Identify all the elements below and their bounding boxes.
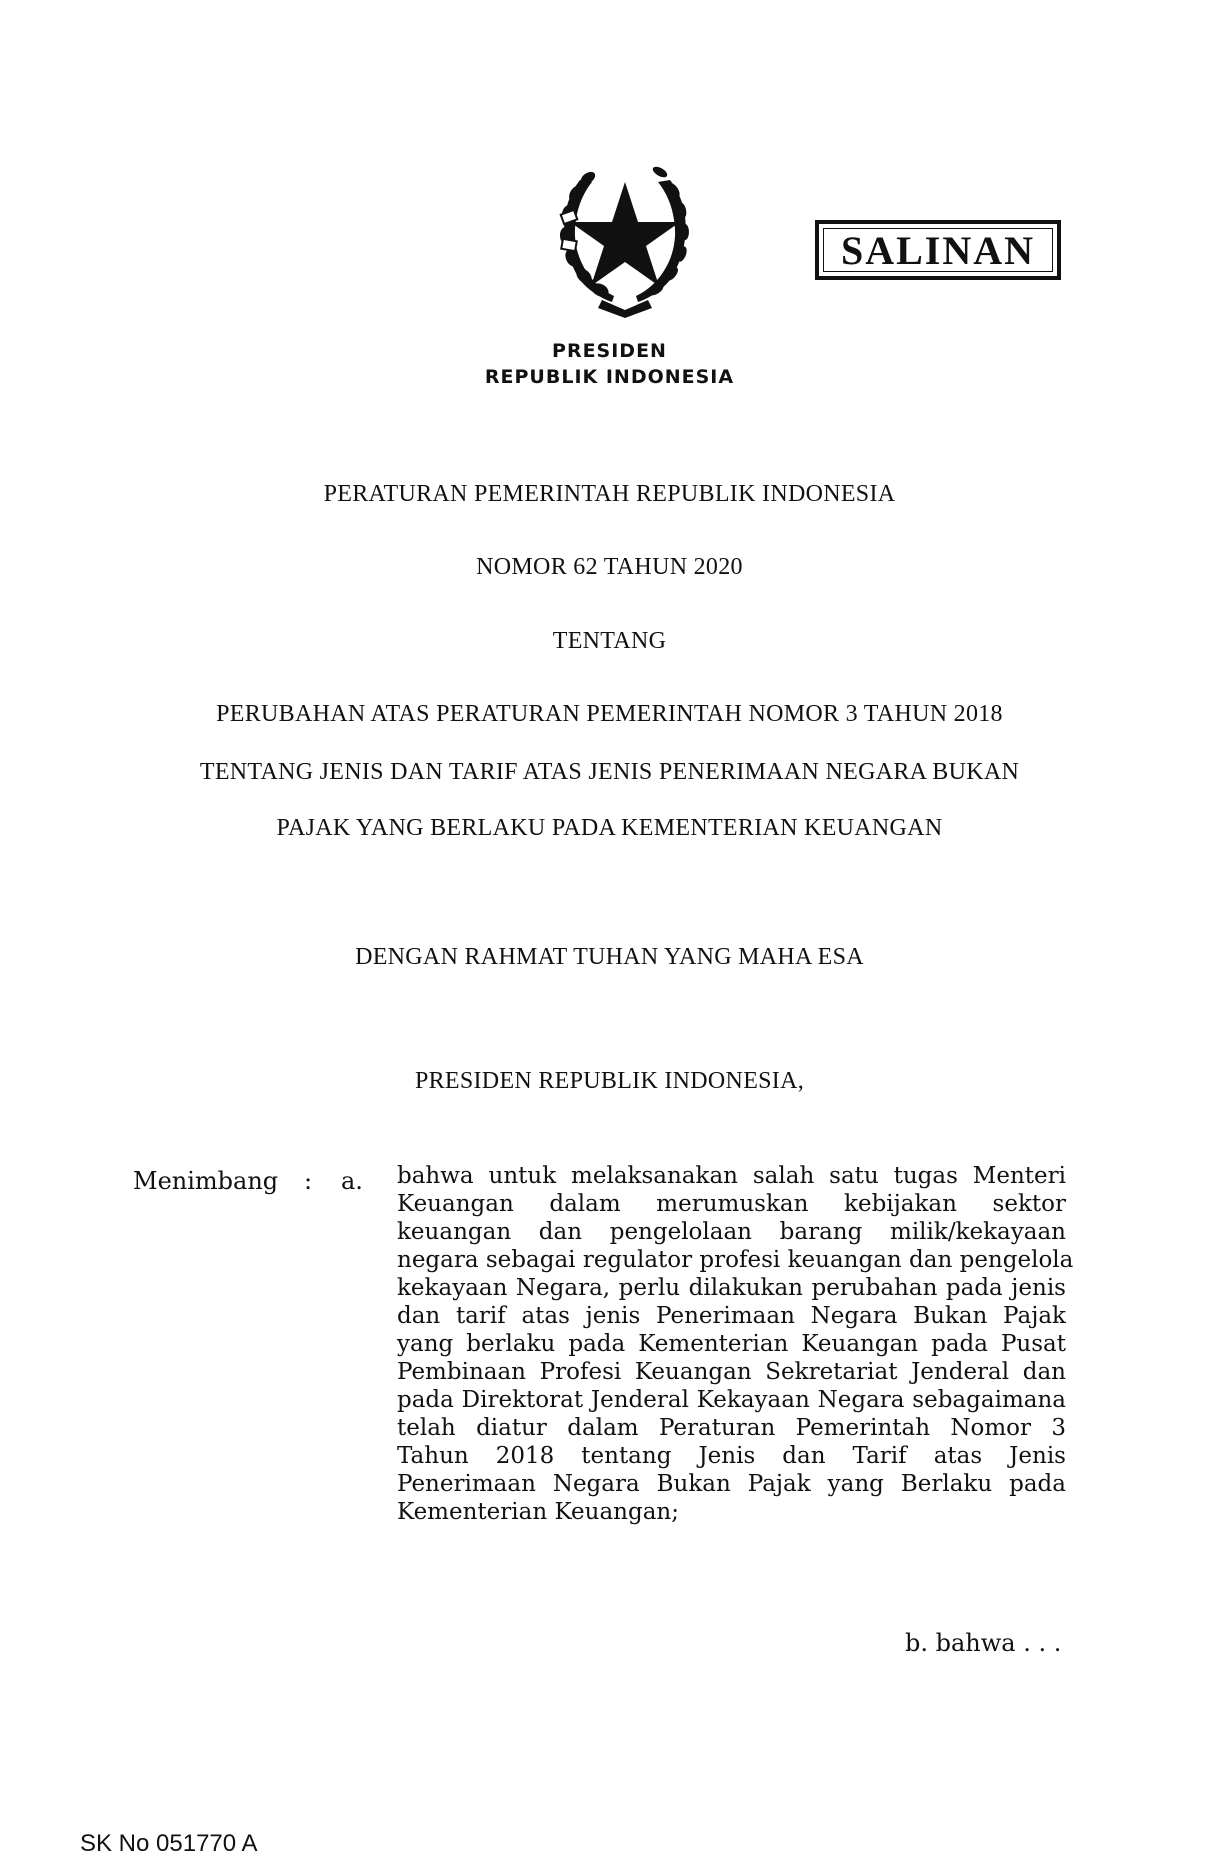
considering-text-line: pada Direktorat Jenderal Kekayaan Negara sebagaimana (397, 1387, 1066, 1413)
considering-text-line: Pembinaan Profesi Keuangan Sekretariat Jenderal dan (397, 1359, 1066, 1385)
considering-text-line: Kementerian Keuangan; (397, 1499, 679, 1525)
considering-item-text (397, 1162, 1074, 1526)
salinan-stamp-text: SALINAN (840, 227, 1036, 273)
considering-text-line: kekayaan Negara, perlu dilakukan perubahan pada jenis (397, 1275, 1066, 1301)
considering-text-line: keuangan dan pengelolaan barang milik/kekayaan (397, 1219, 1066, 1245)
considering-text-line: bahwa untuk melaksanakan salah satu tugas Menteri (397, 1163, 1066, 1189)
regulation-subject-line3: PAJAK YANG BERLAKU PADA KEMENTERIAN KEUANGAN (276, 815, 943, 841)
considering-text-line: Keuangan dalam merumuskan kebijakan sektor (397, 1191, 1066, 1217)
considering-label: Menimbang (133, 1167, 279, 1195)
considering-text-line: yang berlaku pada Kementerian Keuangan pada Pusat (397, 1331, 1066, 1357)
blessing-line: DENGAN RAHMAT TUHAN YANG MAHA ESA (355, 944, 864, 970)
considering-text-line: dan tarif atas jenis Penerimaan Negara Bukan Pajak (397, 1303, 1066, 1329)
salinan-stamp (815, 220, 1061, 280)
regulation-about-label: TENTANG (552, 628, 667, 654)
presidential-star-emblem-icon (540, 150, 710, 320)
regulation-number: NOMOR 62 TAHUN 2020 (476, 554, 743, 580)
page-continuation-marker: b. bahwa . . . (905, 1629, 1062, 1657)
emblem-caption-line1: PRESIDEN (552, 340, 667, 362)
considering-item-letter: a. (341, 1167, 363, 1195)
sk-serial-number: SK No 051770 A (80, 1830, 258, 1857)
considering-colon: : (304, 1167, 313, 1195)
regulation-subject-line2: TENTANG JENIS DAN TARIF ATAS JENIS PENERIMAAN NEGARA BUKAN (199, 759, 1020, 785)
regulation-title: PERATURAN PEMERINTAH REPUBLIK INDONESIA (323, 481, 896, 507)
president-line: PRESIDEN REPUBLIK INDONESIA, (414, 1068, 805, 1094)
regulation-subject-line1: PERUBAHAN ATAS PERATURAN PEMERINTAH NOMOR 3 TAHUN 2018 (216, 701, 1003, 727)
emblem-caption-line2: REPUBLIK INDONESIA (484, 366, 735, 388)
considering-text-line: Tahun 2018 tentang Jenis dan Tarif atas Jenis (397, 1443, 1066, 1469)
considering-text-line: telah diatur dalam Peraturan Pemerintah Nomor 3 (397, 1415, 1066, 1441)
considering-text-line: negara sebagai regulator profesi keuangan dan pengelola (397, 1247, 1074, 1273)
considering-text-line: Penerimaan Negara Bukan Pajak yang Berlaku pada (397, 1471, 1066, 1497)
